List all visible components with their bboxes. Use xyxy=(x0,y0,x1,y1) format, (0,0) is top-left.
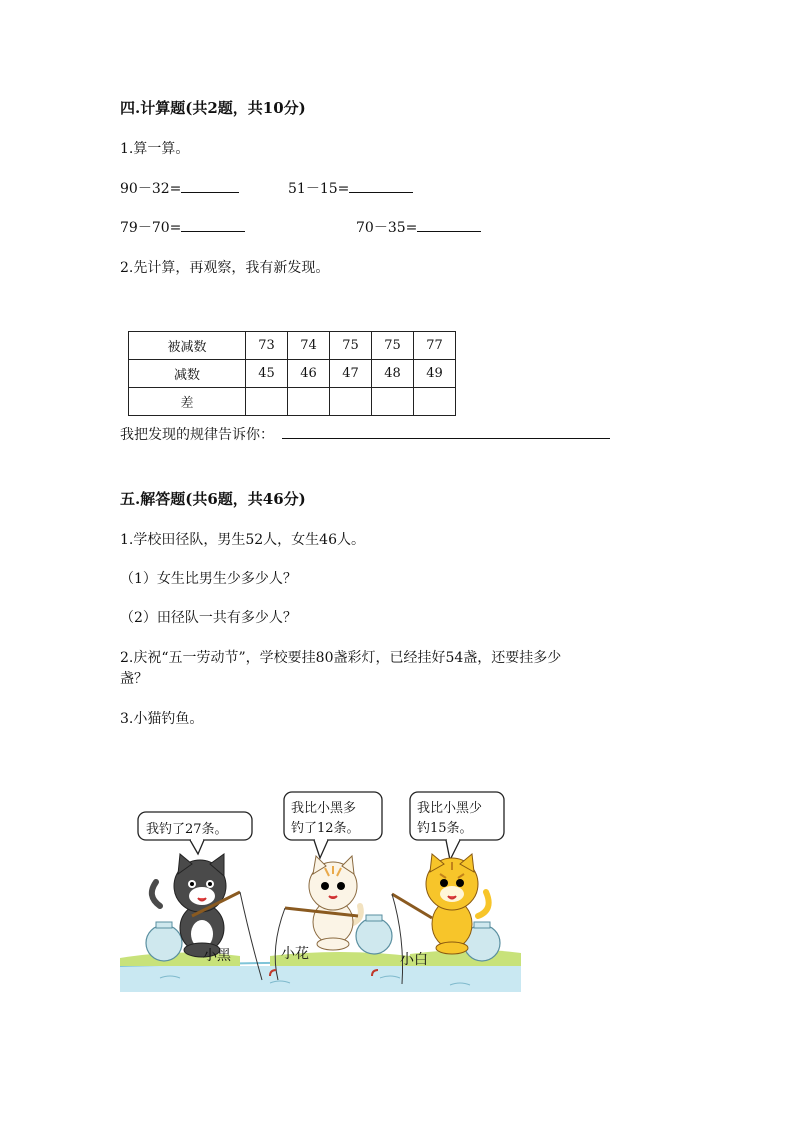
answer-blank-1[interactable] xyxy=(181,178,239,193)
expression-3 xyxy=(120,217,245,237)
table-cell: 75 xyxy=(372,332,414,360)
answer-blank-2[interactable] xyxy=(349,178,413,193)
table-cell: 77 xyxy=(414,332,456,360)
cat-name-white: 小花 xyxy=(281,946,309,962)
cats-fishing-illustration xyxy=(120,788,521,992)
water xyxy=(120,966,521,992)
difference-input-cell[interactable] xyxy=(330,388,372,416)
subtraction-table xyxy=(128,331,456,416)
table-cell: 48 xyxy=(372,360,414,388)
problem-2-line-1: 2.庆祝“五一劳动节”，学校要挂80盏彩灯，已经挂好54盏，还要挂多少 xyxy=(120,650,562,666)
table-row xyxy=(129,332,456,360)
table-cell: 47 xyxy=(330,360,372,388)
expression-2-text: 51－15= xyxy=(288,181,350,197)
table-cell: 49 xyxy=(414,360,456,388)
table-cell: 45 xyxy=(246,360,288,388)
speech-bubble-3-line-2: 钓15条。 xyxy=(417,821,473,836)
answer-blank-4[interactable] xyxy=(417,217,481,232)
table-row xyxy=(129,360,456,388)
speech-bubble-1-text: 我钓了27条。 xyxy=(146,822,228,837)
difference-input-cell[interactable] xyxy=(414,388,456,416)
vase-2 xyxy=(356,918,392,954)
problem-1-sub-1: （1）女生比男生少多少人？ xyxy=(120,571,297,587)
problem-1-sub-2: （2）田径队一共有多少人？ xyxy=(120,610,297,626)
problem-2-line-2: 盏？ xyxy=(120,671,148,687)
cat-name-black: 小黑 xyxy=(203,948,231,964)
expression-4-text: 70－35= xyxy=(356,220,418,236)
problem-3-label: 3.小猫钓鱼。 xyxy=(120,711,204,727)
minuend-header: 被减数 xyxy=(129,332,246,360)
expression-1 xyxy=(120,178,239,198)
table-row xyxy=(129,388,456,416)
table-cell: 74 xyxy=(288,332,330,360)
answer-blank-3[interactable] xyxy=(181,217,245,232)
rule-answer-blank[interactable] xyxy=(282,424,610,439)
question-2-label: 2.先计算，再观察，我有新发现。 xyxy=(120,260,330,276)
difference-input-cell[interactable] xyxy=(288,388,330,416)
difference-input-cell[interactable] xyxy=(246,388,288,416)
subtrahend-header: 减数 xyxy=(129,360,246,388)
problem-1-label: 1.学校田径队，男生52人，女生46人。 xyxy=(120,532,365,548)
question-1-label: 1.算一算。 xyxy=(120,141,190,157)
expression-4 xyxy=(356,217,481,237)
speech-bubble-2-line-1: 我比小黑多 xyxy=(291,801,357,816)
section4-title: 四.计算题(共2题，共10分) xyxy=(120,99,306,117)
speech-bubble-3-line-1: 我比小黑少 xyxy=(417,801,483,816)
difference-header: 差 xyxy=(129,388,246,416)
expression-3-text: 79－70= xyxy=(120,220,182,236)
difference-input-cell[interactable] xyxy=(372,388,414,416)
section5-title: 五.解答题(共6题，共46分) xyxy=(120,490,306,508)
expression-1-text: 90－32= xyxy=(120,181,182,197)
table-cell: 73 xyxy=(246,332,288,360)
table-cell: 46 xyxy=(288,360,330,388)
table-cell: 75 xyxy=(330,332,372,360)
cat-name-yellow: 小白 xyxy=(400,952,428,968)
white-cat xyxy=(309,856,361,950)
rule-answer-label: 我把发现的规律告诉你： xyxy=(120,427,274,443)
expression-2 xyxy=(288,178,413,198)
vase-1 xyxy=(146,925,182,961)
speech-bubble-2-line-2: 钓了12条。 xyxy=(291,821,360,836)
rule-answer-line xyxy=(120,424,610,444)
